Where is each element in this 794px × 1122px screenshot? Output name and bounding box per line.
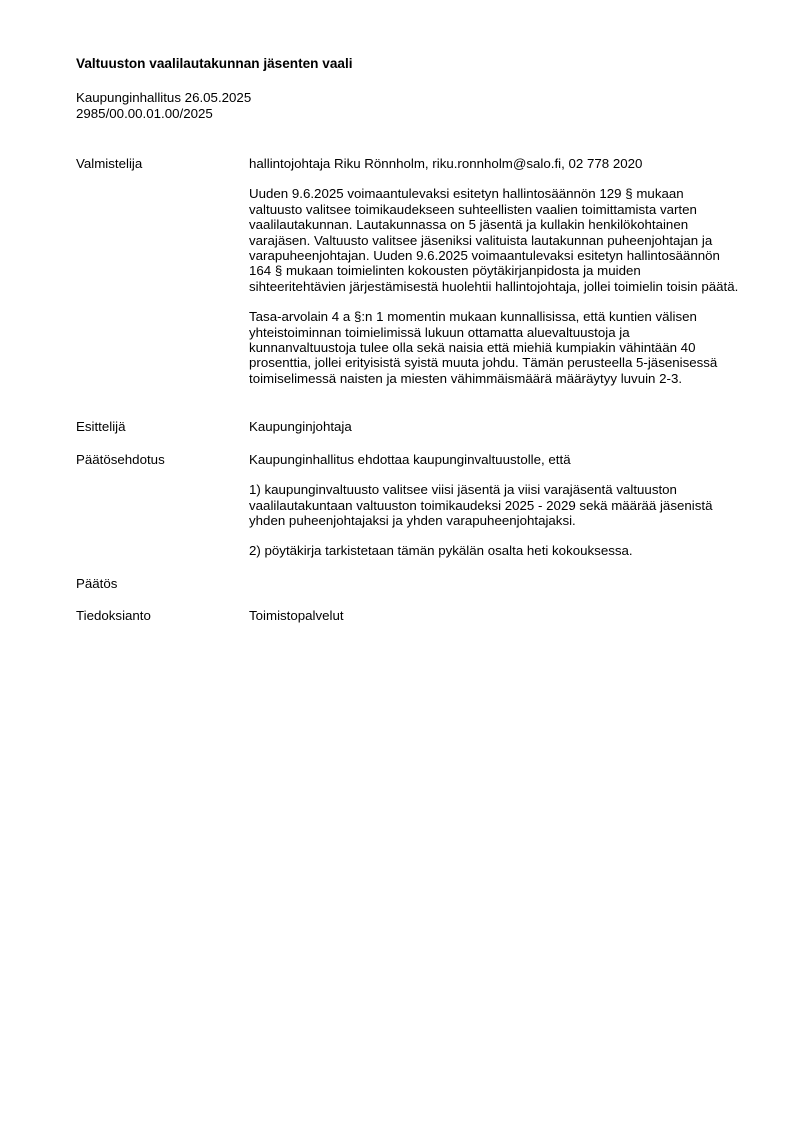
proposal-intro: Kaupunginhallitus ehdottaa kaupunginvaltuustolle, että <box>249 451 571 467</box>
section-label-paatos: Päätös <box>76 575 118 591</box>
section-paatos <box>76 576 744 591</box>
document-title: Valtuuston vaalilautakunnan jäsenten vaali <box>76 56 353 71</box>
section-label-paatosehdotus: Päätösehdotus <box>76 451 165 467</box>
proposal-item-2: 2) pöytäkirja tarkistetaan tämän pykälän osalta heti kokouksessa. <box>249 543 633 559</box>
proposal-item-1: 1) kaupunginvaltuusto valitsee viisi jäsentä ja viisi varajäsentä valtuuston vaalilautakuntaan valtuuston toimikaudeksi 2025 - 2029 sekä määrää jäsenistä yhden puheenjohtajaksi ja yhden varapuheenjohtajaksi. <box>249 482 713 528</box>
notification-value: Toimistopalvelut <box>249 608 344 624</box>
document-meta <box>76 90 744 122</box>
section-body-tiedoksianto <box>249 608 739 623</box>
section-body-valmistelija <box>249 156 739 386</box>
reference-number: 2985/00.00.01.00/2025 <box>76 106 213 121</box>
preparer-paragraph-1: Uuden 9.6.2025 voimaantulevaksi esitetyn hallintosäännön 129 § mukaan valtuusto valitsee toimikaudekseen suhteellisten vaalien toimittamista varten vaalilautakunnan. Lautakunnassa on 5 jäsentä ja kullakin henkilökohtainen varajäsen. Valtuusto valitsee jäseniksi valituista lautakunnan puheenjohtajan ja varapuheenjohtajan. Uuden 9.6.2025 voimaantulevaksi esitetyn hallintosäännön 164 § mukaan toimielinten kokousten pöytäkirjanpidosta ja muiden sihteeritehtävien järjestämisestä huolehtii hallintojohtaja, jollei toimielin toisin päätä. <box>249 186 739 294</box>
preparer-contact: hallintojohtaja Riku Rönnholm, riku.ronnholm@salo.fi, 02 778 2020 <box>249 156 643 171</box>
presenter-value: Kaupunginjohtaja <box>249 419 352 435</box>
section-tiedoksianto <box>76 608 744 623</box>
body-name-date: Kaupunginhallitus 26.05.2025 <box>76 90 252 105</box>
section-body-esittelija <box>249 419 739 434</box>
preparer-paragraph-2: Tasa-arvolain 4 a §:n 1 momentin mukaan kunnallisissa, että kuntien välisen yhteistoiminnan toimielimissä lukuun ottamatta aluevaltuustoja ja kunnanvaltuustoja tulee olla sekä naisia että miehiä kumpiakin vähintään 40 prosenttia, jollei erityisistä syistä muuta johdu. Tämän perusteella 5-jäsenisessä toimiselimessä naisten ja miesten vähimmäismäärä määräytyy luvuin 2-3. <box>249 309 718 386</box>
section-body-paatosehdotus <box>249 452 739 559</box>
section-label-tiedoksianto: Tiedoksianto <box>76 608 151 624</box>
section-label-valmistelija: Valmistelija <box>76 156 143 171</box>
section-paatosehdotus <box>76 452 744 559</box>
section-label-esittelija: Esittelijä <box>76 419 126 435</box>
section-valmistelija <box>76 156 744 386</box>
section-esittelija <box>76 419 744 434</box>
